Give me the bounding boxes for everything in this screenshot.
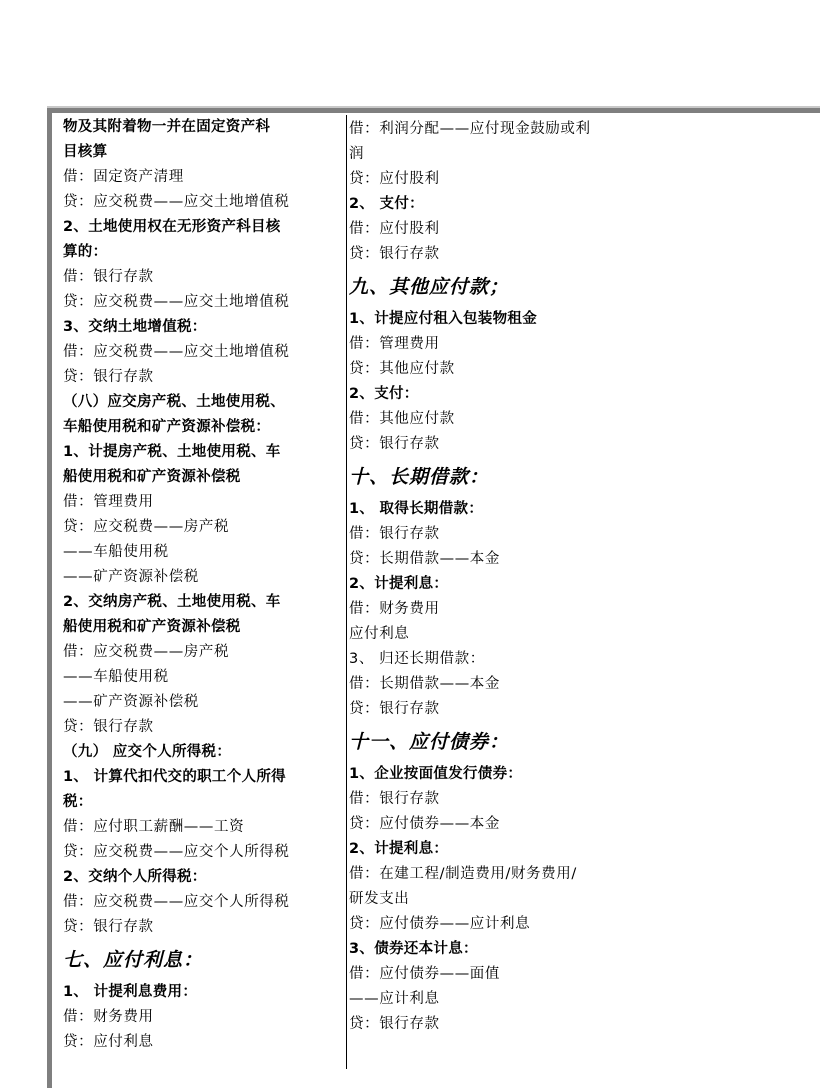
text-line: 2、 支付： [349, 196, 424, 212]
text-line: 贷：应交税费——应交个人所得税 [63, 844, 290, 860]
text-line: 船使用税和矿产资源补偿税 [63, 619, 241, 635]
text-line: ——车船使用税 [63, 669, 169, 685]
text-line: 借：应付股利 [349, 221, 440, 237]
text-line: 研发支出 [349, 891, 410, 907]
text-line: ——矿产资源补偿税 [63, 694, 199, 710]
text-line: 1、 计算代扣代交的职工个人所得 [63, 769, 286, 785]
text-line: 2、计提利息： [349, 576, 449, 592]
text-line: 1、 取得长期借款： [349, 501, 484, 517]
text-line: 贷：银行存款 [349, 436, 440, 452]
text-line: （九） 应交个人所得税： [63, 744, 232, 760]
text-line: 贷：长期借款——本金 [349, 551, 500, 567]
text-line: ——矿产资源补偿税 [63, 569, 199, 585]
text-line: 借：管理费用 [63, 494, 154, 510]
text-line: 贷：银行存款 [63, 369, 154, 385]
text-line: 1、计提应付租入包装物租金 [349, 311, 537, 327]
section-heading: 十一、应付债券： [349, 731, 510, 753]
text-line: 贷：应付债券——应计利息 [349, 916, 531, 932]
text-line: 借：财务费用 [349, 601, 440, 617]
text-line: 润 [349, 146, 365, 162]
text-line: 借：应付债券——面值 [349, 966, 500, 982]
text-line: 借：应交税费——房产税 [63, 644, 230, 660]
section-heading: 九、其他应付款； [349, 276, 510, 298]
text-line: 1、计提房产税、土地使用税、车 [63, 444, 281, 460]
text-line: 借：长期借款——本金 [349, 676, 500, 692]
text-line: 借：应付职工薪酬——工资 [63, 819, 245, 835]
text-line: 算的： [63, 244, 108, 260]
text-line: 贷：银行存款 [349, 246, 440, 262]
text-line: 1、企业按面值发行债券： [349, 766, 523, 782]
text-line: 2、交纳个人所得税： [63, 869, 207, 885]
text-line: 车船使用税和矿产资源补偿税： [63, 419, 271, 435]
text-line: 税： [63, 794, 93, 810]
text-line: 3、债券还本计息： [349, 941, 478, 957]
text-line: 借：利润分配——应付现金鼓励或利 [349, 121, 591, 137]
text-line: 借：其他应付款 [349, 411, 455, 427]
text-line: 贷：应交税费——应交土地增值税 [63, 294, 290, 310]
text-line: （八）应交房产税、土地使用税、 [63, 394, 285, 410]
text-line: 贷：其他应付款 [349, 361, 455, 377]
text-line: 贷：银行存款 [349, 1016, 440, 1032]
text-line: 贷：应交税费——应交土地增值税 [63, 194, 290, 210]
text-line: 3、 归还长期借款： [349, 651, 485, 667]
text-line: ——应计利息 [349, 991, 440, 1007]
text-line: 2、支付： [349, 386, 419, 402]
text-line: 借：财务费用 [63, 1009, 154, 1025]
text-line: 1、 计提利息费用： [63, 984, 198, 1000]
text-line: 2、计提利息： [349, 841, 449, 857]
text-line: 借：固定资产清理 [63, 169, 184, 185]
text-line: 借：应交税费——应交个人所得税 [63, 894, 290, 910]
section-heading: 十、长期借款： [349, 466, 490, 488]
text-line: 借：在建工程/制造费用/财务费用/ [349, 866, 577, 882]
text-line: 物及其附着物一并在固定资产科 [63, 119, 271, 135]
text-line: 3、交纳土地增值税： [63, 319, 207, 335]
text-line: 应付利息 [349, 626, 410, 642]
text-line: 贷：银行存款 [349, 701, 440, 717]
text-line: 借：银行存款 [349, 791, 440, 807]
text-line: 贷：银行存款 [63, 919, 154, 935]
text-line: 2、交纳房产税、土地使用税、车 [63, 594, 281, 610]
text-line: 借：应交税费——应交土地增值税 [63, 344, 290, 360]
right-column [349, 117, 624, 1037]
text-line: 借：管理费用 [349, 336, 440, 352]
text-line: 贷：应付债券——本金 [349, 816, 500, 832]
text-line: 2、土地使用权在无形资产科目核 [63, 219, 281, 235]
text-line: 贷：应交税费——房产税 [63, 519, 230, 535]
section-heading: 七、应付利息： [63, 949, 204, 971]
left-column [63, 115, 347, 1069]
text-line: 借：银行存款 [349, 526, 440, 542]
text-line: 目核算 [63, 144, 108, 160]
text-line: 贷：应付利息 [63, 1034, 154, 1050]
text-line: 贷：应付股利 [349, 171, 440, 187]
text-line: ——车船使用税 [63, 544, 169, 560]
text-line: 船使用税和矿产资源补偿税 [63, 469, 241, 485]
text-line: 贷：银行存款 [63, 719, 154, 735]
text-line: 借：银行存款 [63, 269, 154, 285]
